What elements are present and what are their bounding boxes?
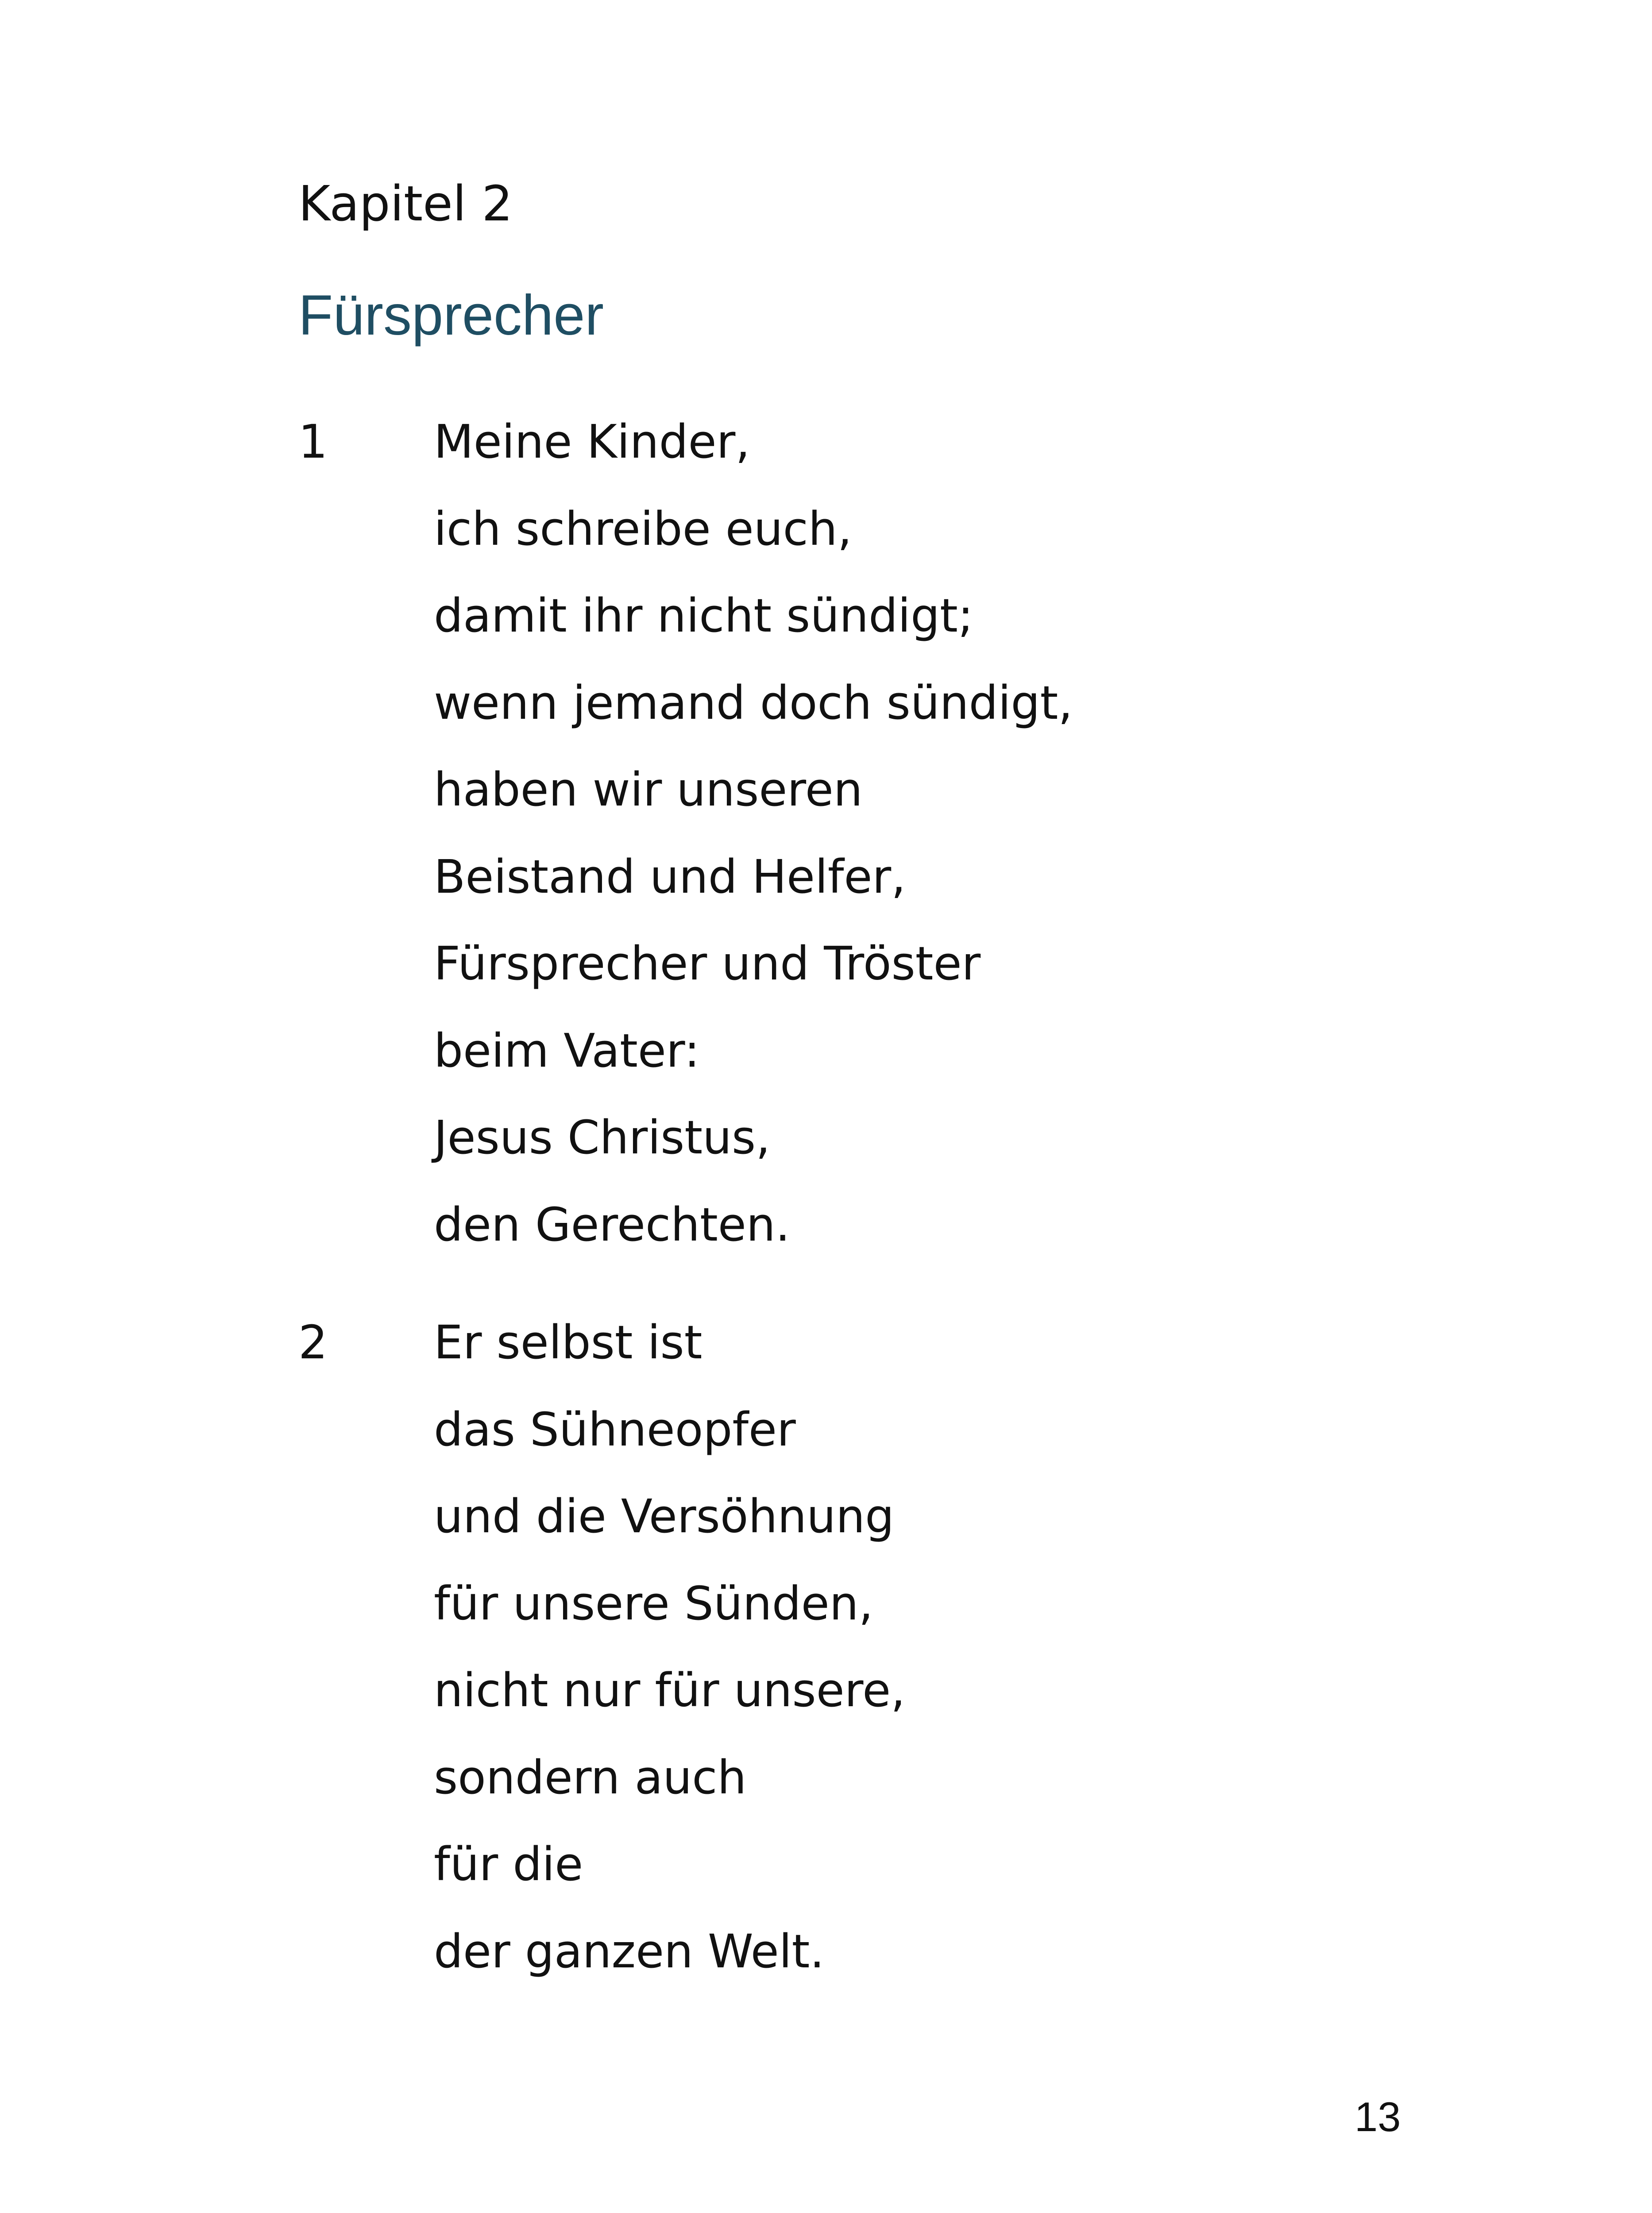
verse-line: der ganzen Welt.: [434, 1924, 825, 1978]
verse-line: damit ihr nicht sündigt;: [434, 589, 973, 643]
verse-line: für unsere Sünden,: [434, 1576, 873, 1631]
verse-number: 2: [298, 1315, 328, 1369]
verse-line: und die Versöhnung: [434, 1489, 895, 1543]
verse-line: das Sühneopfer: [434, 1402, 796, 1457]
chapter-label: Kapitel 2: [298, 175, 513, 232]
verse-line: Fürsprecher und Tröster: [434, 937, 981, 991]
verse-lines: [434, 398, 1073, 1268]
verse-lines: [434, 1299, 905, 1995]
verse-line: für die: [434, 1837, 583, 1891]
verse-line: nicht nur für unsere,: [434, 1663, 906, 1717]
verse-number: 1: [298, 415, 328, 469]
verse-line: Meine Kinder,: [434, 415, 750, 469]
verse-line: haben wir unseren: [434, 763, 863, 817]
verse-line: Jesus Christus,: [434, 1110, 771, 1164]
section-title: Fürsprecher: [298, 284, 604, 347]
verse-line: Beistand und Helfer,: [434, 849, 906, 904]
verse-line: wenn jemand doch sündigt,: [434, 675, 1073, 730]
verse-line: beim Vater:: [434, 1023, 700, 1078]
verse-line: ich schreibe euch,: [434, 501, 852, 556]
page-number: 13: [1355, 2093, 1401, 2140]
verse-line: den Gerechten.: [434, 1197, 790, 1252]
verse-line: Er selbst ist: [434, 1315, 702, 1369]
verse-line: sondern auch: [434, 1750, 747, 1804]
